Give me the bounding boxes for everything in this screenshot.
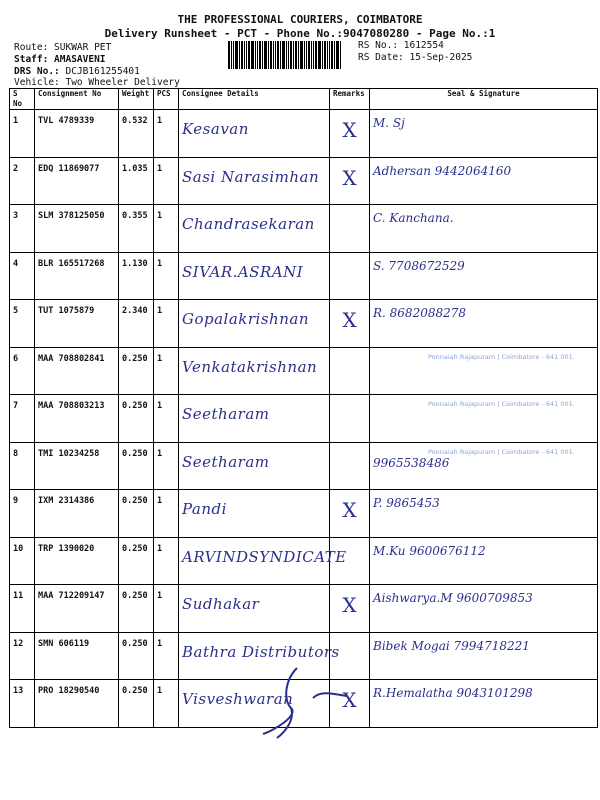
row-consignee	[179, 157, 330, 205]
row-consignee	[179, 252, 330, 300]
row-consignee	[179, 490, 330, 538]
barcode-bar	[248, 41, 250, 69]
row-weight: 0.250	[119, 442, 154, 490]
consignee-handwriting: Venkatakrishnan	[182, 357, 318, 376]
row-remarks	[330, 300, 370, 348]
barcode-bar	[329, 41, 330, 69]
row-consignment: MAA 712209147	[35, 585, 119, 633]
row-signature	[370, 537, 598, 585]
col-pcs: PCS	[154, 89, 179, 110]
rs-date: RS Date: 15-Sep-2025	[358, 52, 473, 63]
signature-handwriting: R.Hemalatha 9043101298	[373, 686, 533, 700]
table-row	[10, 205, 598, 253]
barcode-bar	[246, 41, 247, 69]
barcode-bar	[235, 41, 238, 69]
row-sno: 4	[10, 252, 35, 300]
row-pcs: 1	[154, 632, 179, 680]
barcode-bar	[257, 41, 258, 69]
row-pcs: 1	[154, 252, 179, 300]
table-row	[10, 585, 598, 633]
row-weight: 0.250	[119, 632, 154, 680]
row-pcs: 1	[154, 585, 179, 633]
barcode-bar	[290, 41, 292, 69]
row-consignee	[179, 537, 347, 585]
row-consignment: SLM 378125050	[35, 205, 119, 253]
barcode-bar	[336, 41, 339, 69]
barcode-bar	[280, 41, 281, 69]
barcode-bar	[308, 41, 310, 69]
row-weight: 0.250	[119, 395, 154, 443]
row-sno: 5	[10, 300, 35, 348]
row-remarks	[330, 347, 370, 395]
row-weight: 0.250	[119, 490, 154, 538]
runsheet-subtitle: Delivery Runsheet - PCT - Phone No.:9047080280 - Page No.:1	[104, 27, 496, 40]
barcode-bar	[239, 41, 240, 69]
row-signature	[370, 632, 598, 680]
seal-stamp: Ponnaiah Rajapuram | Coimbatore - 641 001.	[428, 352, 575, 361]
row-weight: 0.250	[119, 347, 154, 395]
barcode-bar	[277, 41, 279, 69]
col-consignment: Consignment No	[35, 89, 119, 110]
barcode-bar	[327, 41, 328, 69]
row-remarks	[330, 585, 370, 633]
row-pcs: 1	[154, 442, 179, 490]
signature-handwriting: R. 8682088278	[373, 306, 467, 320]
row-weight: 2.340	[119, 300, 154, 348]
row-weight: 1.035	[119, 157, 154, 205]
barcode-bar	[315, 41, 317, 69]
barcode-bar	[233, 41, 234, 69]
row-pcs: 1	[154, 300, 179, 348]
row-pcs: 1	[154, 347, 179, 395]
barcode-bar	[286, 41, 287, 69]
table-row	[10, 347, 598, 395]
drs-number	[14, 66, 140, 77]
signature-handwriting: P. 9865453	[373, 496, 440, 510]
consignee-handwriting: SIVAR.ASRANI	[182, 262, 304, 281]
barcode-bar	[231, 41, 232, 69]
row-signature	[370, 300, 598, 348]
row-signature	[370, 252, 598, 300]
row-pcs: 1	[154, 537, 179, 585]
col-weight: Weight	[119, 89, 154, 110]
drs-value: DCJB161255401	[65, 66, 140, 77]
runsheet-table	[9, 88, 598, 728]
barcode-bar	[259, 41, 261, 69]
row-pcs: 1	[154, 395, 179, 443]
company-title: THE PROFESSIONAL COURIERS, COIMBATORE	[177, 13, 423, 26]
barcode-bar	[228, 41, 230, 69]
signature-handwriting: Bibek Mogai 7994718221	[373, 638, 530, 653]
barcode-bar	[340, 41, 341, 69]
barcode-bar	[293, 41, 294, 69]
row-consignee	[179, 585, 330, 633]
signature-handwriting: C. Kanchana.	[373, 211, 454, 225]
barcode-bar	[264, 41, 267, 69]
consignee-handwriting: Sudhakar	[182, 595, 260, 613]
row-signature	[370, 157, 598, 205]
signature-handwriting: 9965538486	[373, 455, 450, 470]
row-consignment: IXM 2314386	[35, 490, 119, 538]
row-sno: 3	[10, 205, 35, 253]
signature-handwriting: M.Ku 9600676112	[373, 543, 486, 558]
barcode-bar	[251, 41, 254, 69]
remark-mark: X	[342, 688, 357, 712]
row-pcs: 1	[154, 110, 179, 158]
row-consignee	[179, 442, 330, 490]
row-sno: 13	[10, 680, 35, 728]
consignee-handwriting: Gopalakrishnan	[182, 310, 309, 328]
consignee-handwriting: Pandi	[182, 500, 227, 518]
table-row	[10, 157, 598, 205]
row-signature	[370, 680, 598, 728]
col-signature: Seal & Signature	[370, 89, 598, 110]
table-row	[10, 442, 598, 490]
barcode-bar	[288, 41, 289, 69]
row-weight: 0.250	[119, 680, 154, 728]
row-sno: 7	[10, 395, 35, 443]
seal-stamp: Ponnaiah Rajapuram | Coimbatore - 641 001.	[428, 447, 575, 456]
row-pcs: 1	[154, 157, 179, 205]
row-remarks	[330, 490, 370, 538]
barcode	[228, 41, 352, 69]
barcode-bar	[262, 41, 263, 69]
row-signature	[370, 205, 598, 253]
signature-handwriting: S. 7708672529	[373, 258, 465, 273]
row-signature	[370, 347, 598, 395]
row-weight: 0.355	[119, 205, 154, 253]
row-remarks	[330, 205, 370, 253]
bottom-signature-scribble	[255, 660, 365, 740]
row-signature	[370, 442, 598, 490]
row-pcs: 1	[154, 205, 179, 253]
row-consignment: PRO 18290540	[35, 680, 119, 728]
row-pcs: 1	[154, 680, 179, 728]
row-remarks	[330, 110, 370, 158]
row-consignee	[179, 110, 330, 158]
table-row	[10, 110, 598, 158]
table-row	[10, 537, 598, 585]
consignee-handwriting: ARVINDSYNDICATE	[182, 547, 347, 566]
barcode-bar	[255, 41, 256, 69]
row-sno: 8	[10, 442, 35, 490]
barcode-bar	[295, 41, 297, 69]
route-label: Route: SUKWAR PET	[14, 42, 112, 53]
consignee-handwriting: Bathra Distributors	[182, 642, 340, 661]
row-signature	[370, 110, 598, 158]
remark-mark: X	[342, 593, 357, 617]
row-sno: 9	[10, 490, 35, 538]
row-signature	[370, 490, 598, 538]
consignee-handwriting: Chandrasekaran	[182, 215, 315, 233]
barcode-bar	[282, 41, 285, 69]
row-consignment: MAA 708802841	[35, 347, 119, 395]
col-sno: S No	[10, 89, 35, 110]
barcode-bar	[300, 41, 303, 69]
row-weight: 1.130	[119, 252, 154, 300]
barcode-bar	[331, 41, 333, 69]
barcode-bar	[306, 41, 307, 69]
row-weight: 0.250	[119, 585, 154, 633]
barcode-bar	[334, 41, 335, 69]
row-consignee	[179, 395, 330, 443]
row-consignee	[179, 300, 330, 348]
row-sno: 10	[10, 537, 35, 585]
remark-mark: X	[342, 308, 357, 332]
row-remarks	[330, 442, 370, 490]
barcode-bar	[268, 41, 269, 69]
row-signature	[370, 585, 598, 633]
row-consignment: MAA 708803213	[35, 395, 119, 443]
barcode-bar	[313, 41, 314, 69]
table-row	[10, 395, 598, 443]
row-remarks	[330, 157, 370, 205]
row-signature	[370, 395, 598, 443]
drs-label: DRS No.:	[14, 66, 60, 77]
signature-handwriting: M. Sj	[373, 116, 405, 130]
col-consignee: Consignee Details	[179, 89, 330, 110]
table-row	[10, 252, 598, 300]
row-pcs: 1	[154, 490, 179, 538]
row-consignment: TRP 1390020	[35, 537, 119, 585]
barcode-bar	[244, 41, 245, 69]
barcode-bar	[318, 41, 321, 69]
consignee-handwriting: Seetharam	[182, 452, 270, 471]
table-row	[10, 300, 598, 348]
row-consignee	[179, 347, 330, 395]
consignee-handwriting: Visveshwaran	[182, 690, 294, 708]
signature-handwriting: Adhersan 9442064160	[373, 163, 512, 178]
row-sno: 12	[10, 632, 35, 680]
barcode-bar	[322, 41, 323, 69]
barcode-bar	[324, 41, 326, 69]
table-header-row	[10, 89, 598, 110]
table-row	[10, 490, 598, 538]
barcode-bar	[298, 41, 299, 69]
col-remarks: Remarks	[330, 89, 370, 110]
barcode-bar	[273, 41, 274, 69]
row-consignment: SMN 606119	[35, 632, 119, 680]
barcode-bar	[304, 41, 305, 69]
remark-mark: X	[342, 498, 357, 522]
signature-handwriting: Aishwarya.M 9600709853	[373, 591, 533, 605]
barcode-bar	[270, 41, 272, 69]
row-weight: 0.532	[119, 110, 154, 158]
row-remarks	[330, 395, 370, 443]
consignee-handwriting: Seetharam	[182, 405, 270, 423]
staff-label: Staff: AMASAVENI	[14, 54, 106, 65]
row-sno: 1	[10, 110, 35, 158]
remark-mark: X	[342, 165, 357, 190]
row-sno: 11	[10, 585, 35, 633]
row-consignment: BLR 165517268	[35, 252, 119, 300]
barcode-bar	[311, 41, 312, 69]
row-consignment: EDQ 11869077	[35, 157, 119, 205]
row-consignment: TUT 1075879	[35, 300, 119, 348]
row-weight: 0.250	[119, 537, 154, 585]
seal-stamp: Ponnaiah Rajapuram | Coimbatore - 641 001.	[428, 400, 575, 408]
consignee-handwriting: Sasi Narasimhan	[182, 167, 320, 186]
row-remarks	[330, 252, 370, 300]
rs-number: RS No.: 1612554	[358, 40, 444, 51]
row-sno: 6	[10, 347, 35, 395]
row-consignee	[179, 205, 330, 253]
vehicle-label: Vehicle: Two Wheeler Delivery	[14, 77, 180, 88]
row-consignment: TMI 10234258	[35, 442, 119, 490]
row-consignment: TVL 4789339	[35, 110, 119, 158]
barcode-bar	[241, 41, 243, 69]
row-sno: 2	[10, 157, 35, 205]
remark-mark: X	[342, 118, 357, 142]
barcode-bar	[275, 41, 276, 69]
consignee-handwriting: Kesavan	[182, 120, 249, 138]
